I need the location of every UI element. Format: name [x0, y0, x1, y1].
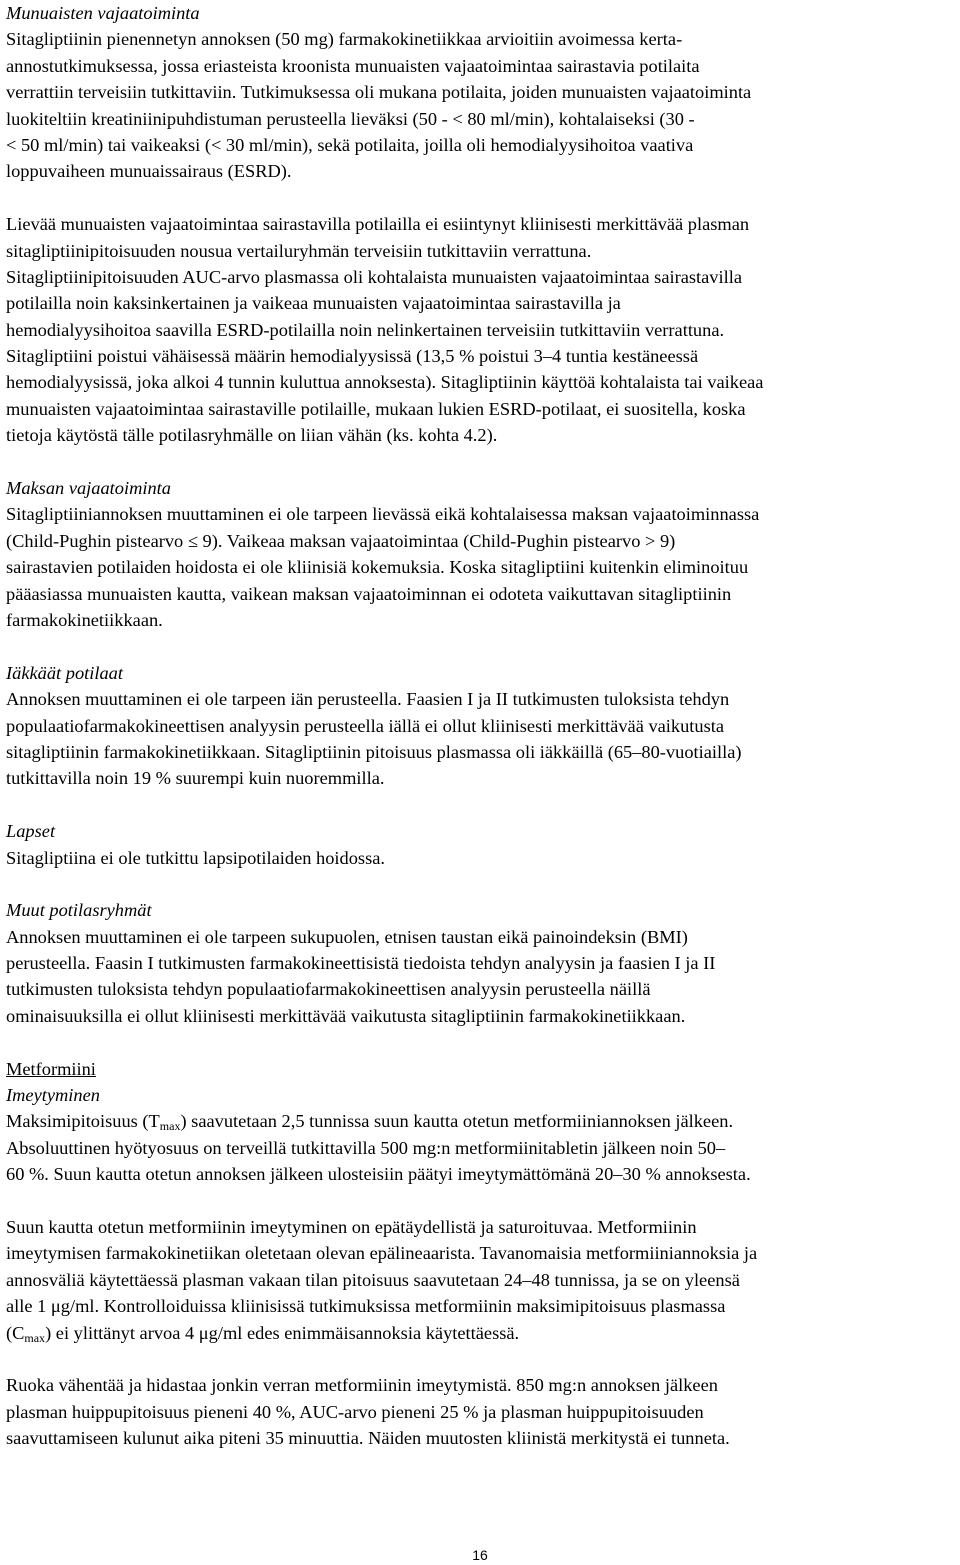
text-line: verrattiin terveisiin tutkittaviin. Tutkimuksessa oli mukana potilaita, joiden munuaisten vajaatoiminta: [6, 82, 752, 103]
text-line: imeytymisen farmakokinetiikan oletetaan olevan epälineaarista. Tavanomaisia metformiiniannoksia ja: [6, 1243, 758, 1264]
text-line: farmakokinetiikkaan.: [6, 609, 163, 630]
text-line: perusteella. Faasin I tutkimusten farmakokineettisistä tiedoista tehdyn analyysin ja faasien I ja II: [6, 953, 716, 974]
text-line: Sitagliptiiniannoksen muuttaminen ei ole tarpeen lievässä eikä kohtalaisessa maksan vajaatoiminnassa: [6, 504, 760, 525]
text-line: tutkimusten tuloksista tehdyn populaatiofarmakokineettisen analyysin perusteella näillä: [6, 979, 651, 1000]
text-line: Lievää munuaisten vajaatoimintaa sairastavilla potilailla ei esiintynyt kliinisesti merkittävää plasman: [6, 214, 750, 235]
text-line: hemodialyysissä, joka alkoi 4 tunnin kuluttua annoksesta). Sitagliptiinin käyttöä kohtalaista tai vaikeaa: [6, 372, 764, 393]
text-line: [6, 1320, 956, 1346]
text-line: (Child-Pughin pistearvo ≤ 9). Vaikeaa maksan vajaatoimintaa (Child-Pughin pistearvo > 9): [6, 530, 676, 551]
paragraph-gap: [6, 1029, 956, 1055]
text-line: Sitagliptiini poistui vähäisessä määrin hemodialyysissä (13,5 % poistui 3–4 tuntia kestäneessä: [6, 346, 699, 367]
text-span: Maksimipitoisuus (T: [6, 1111, 160, 1132]
page-number: 16: [472, 1547, 488, 1563]
text-line: sairastavien potilaiden hoidosta ei ole kliinisiä kokemuksia. Koska sitagliptiini kuitenkin eliminoituu: [6, 557, 749, 578]
metformin-heading: Metformiini: [6, 1058, 96, 1079]
text-line: hemodialyysihoitoa saavilla ESRD-potilailla noin nelinkertainen terveisiin tutkittaviin verrattuna.: [6, 319, 725, 340]
paragraph-gap: [6, 449, 956, 475]
text-line: annosväliä käytettäessä plasman vakaan tilan pitoisuus saavutetaan 24–48 tunnissa, ja se on yleensä: [6, 1269, 740, 1290]
paragraph-gap: [6, 1346, 956, 1372]
text-line: sitagliptiinipitoisuuden nousua vertailuryhmän terveisiin tutkittaviin verrattuna.: [6, 240, 592, 261]
text-line: alle 1 μg/ml. Kontrolloiduissa kliinisissä tutkimuksissa metformiinin maksimipitoisuus plasmassa: [6, 1296, 726, 1317]
text-line: Absoluuttinen hyötyosuus on terveillä tutkittavilla 500 mg:n metformiinitabletin jälkeen noin 50–: [6, 1137, 726, 1158]
text-line: [6, 1108, 956, 1134]
text-line: Annoksen muuttaminen ei ole tarpeen iän perusteella. Faasien I ja II tutkimusten tuloksista tehdyn: [6, 689, 730, 710]
paragraph-gap: [6, 185, 956, 211]
section-heading: Iäkkäät potilaat: [6, 662, 123, 683]
text-line: Sitagliptiina ei ole tutkittu lapsipotilaiden hoidossa.: [6, 847, 386, 868]
text-line: plasman huippupitoisuus pieneni 40 %, AUC-arvo pieneni 25 % ja plasman huippupitoisuuden: [6, 1401, 704, 1422]
text-line: Suun kautta otetun metformiinin imeytyminen on epätäydellistä ja saturoituvaa. Metformiinin: [6, 1216, 697, 1237]
text-span: ) ei ylittänyt arvoa 4 μg/ml edes enimmäisannoksia käytettäessä.: [45, 1322, 520, 1343]
text-line: munuaisten vajaatoimintaa sairastaville potilaille, mukaan lukien ESRD-potilaat, ei suositella, koska: [6, 398, 746, 419]
text-line: populaatiofarmakokineettisen analyysin perusteella iällä ei ollut kliinisesti merkittävää vaikutusta: [6, 715, 725, 736]
section-heading: Lapset: [6, 821, 56, 842]
text-line: sitagliptiinin farmakokinetiikkaan. Sitagliptiinin pitoisuus plasmassa oli iäkkäillä (65–80-vuotiailla): [6, 741, 742, 762]
text-line: tietoja käytöstä tälle potilasryhmälle on liian vähän (ks. kohta 4.2).: [6, 425, 498, 446]
subscript: max: [24, 1330, 46, 1345]
text-line: pääasiassa munuaisten kautta, vaikean maksan vajaatoiminnan ei odoteta vaikuttavan sitagliptiinin: [6, 583, 732, 604]
section-heading: Munuaisten vajaatoiminta: [6, 3, 200, 23]
text-line: annostutkimuksessa, jossa eriasteista kroonista munuaisten vajaatoimintaa sairastavia potilaita: [6, 55, 700, 76]
paragraph-gap: [6, 1188, 956, 1214]
section-heading: Maksan vajaatoiminta: [6, 478, 171, 499]
text-span: ) saavutetaan 2,5 tunnissa suun kautta otetun metformiiniannoksen jälkeen.: [180, 1111, 734, 1132]
text-line: luokiteltiin kreatiniinipuhdistuman perusteella lieväksi (50 - < 80 ml/min), kohtalaiseksi (30 -: [6, 108, 695, 129]
text-line: saavuttamiseen kulunut aika piteni 35 minuuttia. Näiden muutosten kliinistä merkitystä ei tunneta.: [6, 1428, 730, 1449]
text-line: < 50 ml/min) tai vaikeaksi (< 30 ml/min), sekä potilaita, joilla oli hemodialyysihoitoa vaativa: [6, 134, 694, 155]
text-line: 60 %. Suun kautta otetun annoksen jälkeen ulosteisiin päätyi imeytymättömänä 20–30 % annoksesta.: [6, 1164, 751, 1185]
text-line: Annoksen muuttaminen ei ole tarpeen sukupuolen, etnisen taustan eikä painoindeksin (BMI): [6, 926, 688, 947]
text-line: ominaisuuksilla ei ollut kliinisesti merkittävää vaikutusta sitagliptiinin farmakokinetiikkaan.: [6, 1005, 686, 1026]
text-line: tutkittavilla noin 19 % suurempi kuin nuoremmilla.: [6, 768, 385, 789]
paragraph-gap: [6, 792, 956, 818]
paragraph-gap: [6, 871, 956, 897]
text-line: loppuvaiheen munuaissairaus (ESRD).: [6, 161, 292, 182]
document-page: [6, 0, 956, 1451]
text-line: Sitagliptiinipitoisuuden AUC-arvo plasmassa oli kohtalaista munuaisten vajaatoimintaa sairastavilla: [6, 266, 742, 287]
text-span: (C: [6, 1322, 25, 1343]
text-line: Sitagliptiinin pienennetyn annoksen (50 mg) farmakokinetiikkaa arvioitiin avoimessa kerta-: [6, 29, 683, 50]
subscript: max: [159, 1119, 181, 1134]
section-heading: Muut potilasryhmät: [6, 900, 152, 921]
paragraph-gap: [6, 633, 956, 659]
text-line: potilailla noin kaksinkertainen ja vaikeaa munuaisten vajaatoimintaa sairastavilla ja: [6, 293, 621, 314]
metformin-subheading: Imeytyminen: [6, 1085, 100, 1106]
text-line: Ruoka vähentää ja hidastaa jonkin verran metformiinin imeytymistä. 850 mg:n annoksen jälkeen: [6, 1375, 718, 1396]
